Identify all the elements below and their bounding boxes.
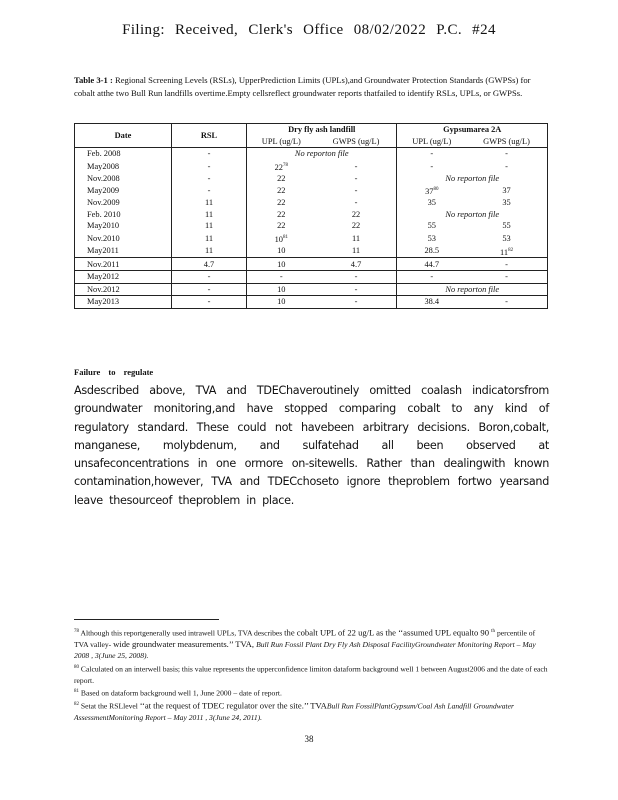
- cell-rsl: -: [172, 270, 247, 283]
- cell-upl1: 22: [277, 198, 286, 208]
- body-paragraph: Asdescribed above, TVA and TDEChaveroutinely omitted coalash indicatorsfrom groundwater monitoring,and have stopped comparing cobalt to any kind of regulatory standard. These could not havebeen arbitrary decisions. Boron,cobalt, manganese, molybdenum, and sulfatehad all been observed at unsafeconcentrations in one ormore on-sitewells. Rather than dealingwith known contamination,however, TVA and TDECchoseto ignore theproblem fortwo yearsand leave thesourceof theproblem in place.: [74, 384, 549, 507]
- page-number: 38: [304, 734, 314, 744]
- cell-rsl: -: [172, 184, 247, 197]
- cell-rsl: -: [172, 160, 247, 173]
- cell-upl1: 22: [277, 221, 286, 231]
- cell-gwps2: -: [466, 258, 547, 271]
- cell-gwps1: 4.7: [316, 258, 397, 271]
- cell-gwps2: -: [466, 296, 547, 309]
- cell-upl2: 28.5: [424, 246, 440, 256]
- cell-gwps2: 37: [502, 186, 511, 196]
- cell-date: May2011: [75, 245, 172, 258]
- cell-upl2: -: [397, 270, 466, 283]
- table-row: [75, 197, 548, 209]
- cell-rsl: -: [172, 173, 247, 185]
- table-row: [75, 184, 548, 197]
- cell-gwps2: -: [466, 270, 547, 283]
- table-row: [75, 245, 548, 258]
- cell-rsl: -: [172, 283, 247, 296]
- cell-gwps1: -: [316, 160, 397, 173]
- cell-rsl: 11: [172, 209, 247, 221]
- filing-header: Filing: Received, Clerk's Office 08/02/2022 P.C. #24: [122, 22, 496, 38]
- cell-upl2: -: [430, 161, 434, 171]
- col-gwps1-header: GWPS (ug/L): [316, 136, 397, 148]
- cell-date: Nov.2008: [75, 173, 172, 185]
- col-rsl-header: RSL: [172, 124, 247, 148]
- cell-gwps1: -: [316, 270, 397, 283]
- cell-gwps2: -: [505, 161, 508, 171]
- footnote-82: $^{82}$ Setat the RSLlevel ‘‘at the request of TDEC regulator over the site.’’ TVABull Run FossilPlantGypsum/Coal Ash Landfill Groundwater AssessmentMonitoring Report – May 2011 , 3(June 24, 2011).: [74, 700, 514, 722]
- cell-date: May2013: [75, 296, 172, 309]
- cell-gwps2: 55: [502, 221, 511, 231]
- cell-rsl: 4.7: [172, 258, 247, 271]
- table-caption-label: Table 3-1 :: [74, 75, 113, 85]
- cell-date: Feb. 2008: [75, 148, 172, 160]
- footnote-81: $^{81}$ Based on dataform background well 1, June 2000 – date of report.: [74, 688, 282, 698]
- footnote-80: $^{80}$ Calculated on an interwell basis; this value represents the upperconfidence limiton dataform background well 1 between August2006 and the date of each report.: [74, 664, 548, 685]
- cell-gwps2: 53: [502, 233, 511, 243]
- table-row: [75, 173, 548, 185]
- cell-rsl: 11: [172, 232, 247, 245]
- cell-upl1: 10: [247, 296, 316, 309]
- cobalt-standards-table: [74, 123, 548, 309]
- cell-gwps1: 22: [316, 220, 397, 232]
- cell-date: May2012: [75, 270, 172, 283]
- cell-gwps1: -: [316, 184, 397, 197]
- cell-upl2: 38.4: [397, 296, 466, 309]
- cell-no-report: No reporton file: [397, 283, 548, 296]
- table-row: [75, 209, 548, 221]
- cell-upl1: -: [247, 270, 316, 283]
- cell-rsl: -: [172, 296, 247, 309]
- cell-gwps1: -: [316, 296, 397, 309]
- cell-date: May2008: [75, 160, 172, 173]
- table-row: [75, 148, 548, 160]
- table-caption-text: Regional Screening Levels (RSLs), UpperPrediction Limits (UPLs),and Groundwater Protection Standards (GWPSs) for cobalt atthe two Bull Run landfills overtime.Empty cellsreflect groundwater reports thatfailed to identify RSLs, UPLs, or GWPSs.: [74, 75, 531, 98]
- cell-date: Nov.2009: [75, 197, 172, 209]
- footnote-rule: [74, 619, 219, 620]
- cell-upl2: -: [430, 149, 434, 159]
- cell-upl1: 22: [277, 173, 286, 183]
- group-gypsum-header: Gypsumarea 2A: [443, 125, 502, 135]
- cell-upl1: 10$^{81}$: [274, 234, 288, 244]
- cell-gwps2: 35: [502, 198, 511, 208]
- table-row: [75, 232, 548, 245]
- cell-gwps2: 11$^{82}$: [499, 247, 514, 257]
- cell-rsl: 11: [172, 220, 247, 232]
- cell-date: Feb. 2010: [75, 209, 172, 221]
- cell-no-report: No reporton file: [445, 173, 500, 183]
- col-upl2-header: UPL (ug/L): [397, 136, 466, 148]
- cell-gwps1: 11: [316, 245, 397, 258]
- col-gwps2-header: GWPS (ug/L): [466, 136, 547, 148]
- cell-upl1: 22: [277, 209, 286, 219]
- table-row: [75, 220, 548, 232]
- cell-upl1: 10: [277, 246, 286, 256]
- cell-upl2: 55: [427, 221, 436, 231]
- cell-upl2: 53: [427, 233, 436, 243]
- col-upl1-header: UPL (ug/L): [247, 136, 316, 148]
- cell-upl1: 22: [277, 186, 286, 196]
- cell-no-report: No reporton file: [445, 209, 500, 219]
- footnotes: [74, 626, 549, 723]
- cell-gwps1: -: [316, 197, 397, 209]
- table-row: [75, 296, 548, 309]
- cell-date: Nov.2010: [75, 232, 172, 245]
- cell-upl1: 10: [247, 283, 316, 296]
- group-dry-fly-ash-header: Dry fly ash landfill: [247, 124, 397, 136]
- cell-gwps1: -: [316, 283, 397, 296]
- cell-upl1: 10: [247, 258, 316, 271]
- cell-date: Nov.2011: [75, 258, 172, 271]
- cell-gwps1: -: [316, 173, 397, 185]
- col-date-header: Date: [75, 124, 172, 148]
- cell-rsl: -: [172, 148, 247, 160]
- table-row: [75, 270, 548, 283]
- cell-gwps2: -: [505, 149, 508, 159]
- section-title: Failure to regulate: [74, 367, 154, 377]
- table-row: [75, 160, 548, 173]
- cell-upl2: 37$^{80}$: [425, 186, 439, 196]
- cell-date: Nov.2012: [75, 283, 172, 296]
- cell-date: May2009: [75, 184, 172, 197]
- cell-upl2: 44.7: [397, 258, 466, 271]
- cell-gwps1: 22: [316, 209, 397, 221]
- cell-no-report: No reporton file: [247, 148, 397, 160]
- cell-rsl: 11: [172, 245, 247, 258]
- cell-gwps1: 11: [316, 232, 397, 245]
- table-row: [75, 283, 548, 296]
- cell-upl1: 22$^{78}$: [274, 162, 288, 172]
- cell-date: May2010: [75, 220, 172, 232]
- footnote-78: $^{78}$ Although this reportgenerally used intrawell UPLs, TVA describes the cobalt UPL of 22 ug/L as the ‘‘assumed UPL equalto 90 $^{th}$ percentile of TVA valley- wide groundwater measurements.’’ TVA, Bull Run Fossil Plant Dry Fly Ash Disposal FacilityGroundwater Monitoring Report – May 2008 , 3(June 25, 2008).: [74, 627, 536, 661]
- table-caption: [74, 74, 544, 100]
- table-row: [75, 258, 548, 271]
- cell-rsl: 11: [172, 197, 247, 209]
- cell-upl2: 35: [427, 198, 436, 208]
